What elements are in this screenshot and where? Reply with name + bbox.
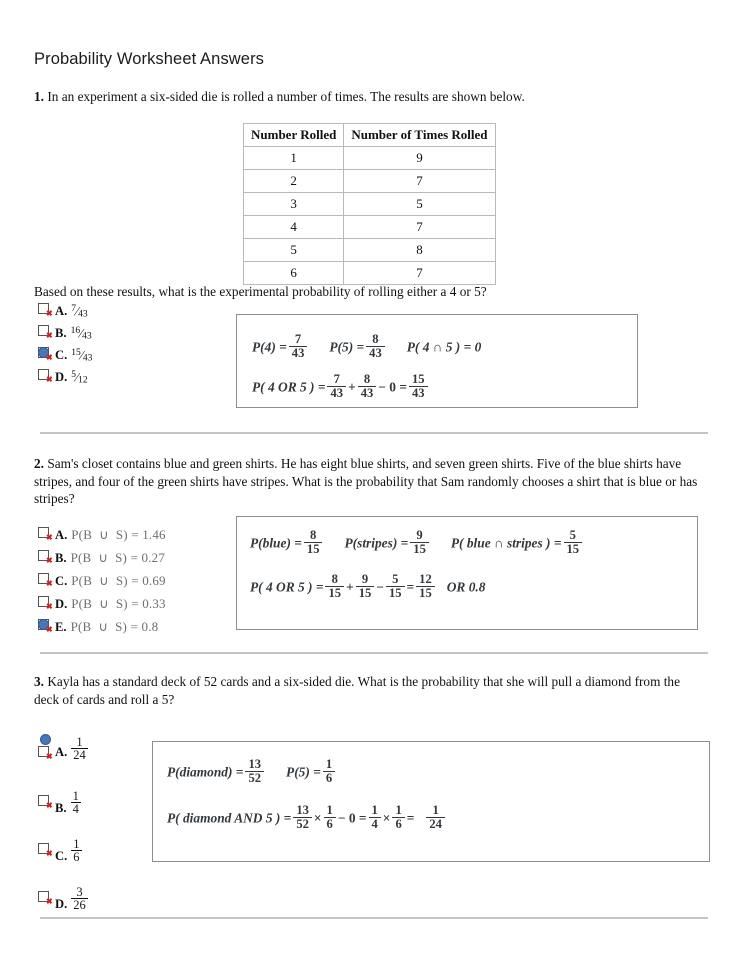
- p5-fraction: [366, 333, 385, 360]
- denominator: 43: [409, 386, 428, 400]
- option-3-a[interactable]: [38, 722, 88, 768]
- expr-tail: S) = 0.69: [115, 573, 166, 588]
- denominator: 15: [410, 542, 429, 556]
- term-1-fraction: [325, 573, 344, 600]
- option-letter: A.: [55, 304, 68, 318]
- plus-operator: +: [348, 379, 356, 395]
- table-row: [244, 147, 496, 170]
- cell-count: 9: [344, 147, 495, 170]
- red-x-icon: ✖: [46, 309, 53, 318]
- radio-unselected-icon[interactable]: [38, 325, 53, 340]
- cell-count: 7: [344, 216, 495, 239]
- fraction-denominator: 43: [82, 353, 93, 364]
- expr-head: P(B: [71, 527, 93, 542]
- numerator: 7: [294, 332, 302, 346]
- plus-operator: +: [346, 579, 354, 595]
- numerator: 1: [432, 803, 439, 817]
- red-x-icon: ✖: [46, 375, 53, 384]
- cell-count: 5: [344, 193, 495, 216]
- term-1-fraction: [327, 373, 346, 400]
- times-operator: ×: [313, 810, 322, 826]
- denominator: 15: [325, 586, 344, 600]
- question-3-options: [38, 722, 88, 912]
- term-2-fraction: [356, 573, 375, 600]
- fraction-numerator: 3: [76, 884, 83, 899]
- denominator: 43: [358, 386, 377, 400]
- term-3-fraction: [369, 804, 381, 831]
- fraction-denominator: 12: [78, 375, 88, 386]
- option-value: [71, 736, 88, 763]
- table-row: [244, 216, 496, 239]
- fraction-slash: ⁄: [80, 348, 83, 362]
- p5-label: P(5) =: [286, 764, 321, 780]
- red-x-icon: ✖: [46, 801, 53, 810]
- expr-head: P(B: [71, 596, 93, 611]
- option-2-e[interactable]: [38, 616, 166, 639]
- dice-results-table: [243, 123, 496, 285]
- fraction-numerator: 1: [72, 788, 79, 803]
- numerator: 13: [248, 757, 262, 771]
- intersection-label: P( blue ∩ stripes ) =: [450, 535, 562, 551]
- option-value: [71, 573, 166, 589]
- p-blue-label: P(blue) =: [250, 535, 302, 551]
- cell-number: 1: [244, 147, 344, 170]
- option-value: [71, 326, 92, 341]
- fraction-denominator: 4: [72, 802, 79, 817]
- and-label: P( diamond AND 5 ) =: [167, 810, 292, 826]
- fraction-numerator: 5: [71, 369, 76, 380]
- option-3-c[interactable]: [38, 816, 88, 864]
- expr-tail: S) = 0.27: [115, 550, 166, 565]
- question-2-text: Sam's closet contains blue and green shirts. He has eight blue shirts, and seven green shirts. Five of the blue shirts have stripes, and four of the green shirts have stripes. What is the probability that Sam randomly chooses a shirt that is blue or has stripes?: [34, 456, 698, 506]
- radio-unselected-icon[interactable]: [38, 843, 53, 858]
- cell-number: 5: [244, 239, 344, 262]
- expr-tail: S) = 0.8: [115, 619, 159, 634]
- numerator: 9: [361, 572, 369, 586]
- fraction-denominator: 43: [78, 309, 88, 320]
- table-row: [244, 262, 496, 285]
- work-line-2: [252, 373, 430, 400]
- radio-unselected-icon[interactable]: [38, 596, 53, 611]
- denominator: 6: [323, 771, 335, 785]
- red-x-icon: ✖: [46, 897, 53, 906]
- expr-head: P(B: [70, 619, 92, 634]
- page-title: Probability Worksheet Answers: [34, 50, 265, 68]
- col-header-times-rolled: Number of Times Rolled: [344, 124, 495, 147]
- cell-number: 6: [244, 262, 344, 285]
- question-3-number: 3.: [34, 674, 44, 689]
- question-3-work-box: [152, 741, 710, 862]
- option-2-b[interactable]: [38, 547, 166, 570]
- cell-number: 3: [244, 193, 344, 216]
- section-separator-2: [40, 652, 708, 654]
- radio-selected-icon[interactable]: [38, 347, 53, 362]
- term-2-fraction: [324, 804, 336, 831]
- denominator: 43: [289, 346, 308, 360]
- option-value: [71, 550, 166, 566]
- equals-operator: =: [406, 810, 415, 826]
- numerator: 12: [419, 572, 432, 586]
- option-letter: D.: [55, 597, 68, 611]
- intersection-fraction: [564, 529, 583, 556]
- option-letter: B.: [55, 801, 67, 815]
- question-1-number: 1.: [34, 89, 44, 104]
- option-letter: D.: [55, 370, 68, 384]
- union-symbol: ∪: [99, 596, 109, 611]
- question-3-prompt: [34, 673, 706, 708]
- option-value: [71, 304, 87, 319]
- question-1-prompt: [34, 88, 694, 106]
- option-2-a[interactable]: [38, 524, 166, 547]
- numerator: 13: [296, 803, 309, 817]
- question-3-text: Kayla has a standard deck of 52 cards and a six-sided die. What is the probability that she will pull a diamond from the deck of cards and roll a 5?: [34, 674, 680, 707]
- question-2-number: 2.: [34, 456, 44, 471]
- decimal-equivalent: OR 0.8: [446, 579, 486, 595]
- result-fraction: [409, 373, 428, 400]
- option-value: [71, 886, 88, 913]
- table-header-row: [244, 124, 496, 147]
- p5-fraction: [323, 758, 335, 785]
- question-2-work-box: [236, 516, 698, 630]
- work-line-1: [252, 333, 481, 360]
- equals-operator: =: [406, 579, 415, 595]
- fraction-numerator: 7: [71, 303, 76, 314]
- option-3-d[interactable]: [38, 864, 88, 912]
- denominator: 4: [369, 817, 381, 831]
- option-value: [71, 348, 92, 363]
- result-fraction: [416, 573, 435, 600]
- expr-tail: S) = 1.46: [115, 527, 166, 542]
- numerator: 1: [395, 803, 402, 817]
- work-line-1: [250, 529, 584, 556]
- denominator: 52: [245, 771, 264, 785]
- radio-unselected-icon[interactable]: [38, 573, 53, 588]
- option-letter: A.: [55, 528, 68, 542]
- denominator: 15: [386, 586, 405, 600]
- union-label: P( 4 OR 5 ) =: [252, 379, 326, 395]
- option-1-d[interactable]: [38, 366, 92, 388]
- minus-zero-equals: − 0 =: [378, 379, 407, 395]
- fraction-denominator: 6: [73, 850, 80, 865]
- result-fraction: [426, 804, 445, 831]
- option-1-b[interactable]: [38, 322, 92, 344]
- p5-label: P(5) =: [329, 339, 365, 355]
- option-2-d[interactable]: [38, 593, 166, 616]
- fraction-numerator: 15: [71, 347, 81, 358]
- option-2-c[interactable]: [38, 570, 166, 593]
- work-line-2: [250, 573, 485, 600]
- red-x-icon: ✖: [46, 849, 53, 858]
- expr-head: P(B: [71, 573, 93, 588]
- fraction-slash: ⁄: [76, 304, 79, 318]
- red-x-icon: ✖: [46, 602, 53, 611]
- fraction-slash: ⁄: [76, 370, 79, 384]
- radio-unselected-icon[interactable]: [38, 891, 53, 906]
- option-letter: D.: [55, 897, 68, 911]
- denominator: 6: [324, 817, 336, 831]
- p-diamond-fraction: [245, 758, 264, 785]
- fraction-numerator: 16: [70, 325, 81, 336]
- minus-zero-equals: − 0 =: [337, 810, 367, 826]
- table-row: [244, 170, 496, 193]
- term-3-fraction: [386, 573, 405, 600]
- p4-fraction: [289, 333, 308, 360]
- numerator: 8: [372, 332, 379, 346]
- option-letter: A.: [55, 745, 68, 759]
- option-value: [71, 838, 81, 865]
- radio-selected-icon[interactable]: [38, 738, 53, 761]
- expr-head: P(B: [70, 550, 92, 565]
- question-2-options: [38, 524, 166, 639]
- numerator: 8: [331, 572, 338, 586]
- p-diamond-label: P(diamond) =: [167, 764, 244, 780]
- numerator: 5: [569, 528, 576, 542]
- union-label: P( 4 OR 5 ) =: [250, 579, 324, 595]
- cell-count: 7: [344, 170, 495, 193]
- fraction-numerator: 1: [76, 734, 83, 749]
- p-stripes-label: P(stripes) =: [344, 535, 409, 551]
- red-x-icon: ✖: [46, 556, 53, 565]
- p-stripes-fraction: [410, 529, 429, 556]
- numerator: 7: [333, 372, 340, 386]
- col-header-number-rolled: Number Rolled: [244, 124, 344, 147]
- option-letter: C.: [55, 574, 68, 588]
- term-4-fraction: [392, 804, 404, 831]
- option-1-a[interactable]: [38, 300, 92, 322]
- denominator: 43: [366, 346, 385, 360]
- cell-count: 8: [344, 239, 495, 262]
- p-blue-fraction: [304, 529, 323, 556]
- table-row: [244, 239, 496, 262]
- work-line-2: [167, 804, 447, 831]
- radio-selected-icon[interactable]: [38, 619, 53, 634]
- denominator: 15: [304, 542, 323, 556]
- table-row: [244, 193, 496, 216]
- fraction-slash: ⁄: [80, 326, 83, 340]
- term-1-fraction: [293, 804, 312, 831]
- numerator: 8: [363, 372, 371, 386]
- red-x-icon: ✖: [46, 625, 53, 634]
- option-value: [71, 790, 81, 817]
- option-letter: B.: [55, 551, 67, 565]
- denominator: 6: [392, 817, 404, 831]
- union-symbol: ∪: [98, 619, 109, 634]
- work-line-1: [167, 758, 337, 785]
- denominator: 15: [564, 542, 583, 556]
- option-letter: C.: [55, 348, 68, 362]
- numerator: 5: [392, 572, 399, 586]
- union-symbol: ∪: [99, 573, 109, 588]
- p4-label: P(4) =: [252, 339, 287, 355]
- section-separator-3: [40, 917, 708, 919]
- selected-dot-icon: [40, 734, 51, 745]
- question-2-prompt: [34, 455, 706, 508]
- numerator: 1: [371, 803, 378, 817]
- question-1-followup: Based on these results, what is the experimental probability of rolling either a 4 or 5?: [34, 284, 487, 299]
- numerator: 1: [325, 757, 333, 771]
- section-separator-1: [40, 432, 708, 434]
- option-value: [71, 619, 159, 635]
- fraction-denominator: 26: [73, 898, 86, 913]
- union-symbol: ∪: [98, 550, 109, 565]
- union-symbol: ∪: [99, 527, 109, 542]
- option-value: [71, 527, 166, 543]
- option-letter: E.: [55, 620, 67, 634]
- denominator: 15: [416, 586, 435, 600]
- intersection-label: P( 4 ∩ 5 ) = 0: [406, 339, 482, 355]
- numerator: 8: [310, 528, 317, 542]
- fraction-denominator: 24: [73, 748, 86, 763]
- option-letter: B.: [55, 326, 67, 340]
- cell-number: 2: [244, 170, 344, 193]
- expr-tail: S) = 0.33: [115, 596, 166, 611]
- fraction-denominator: 43: [82, 331, 92, 342]
- red-x-icon: ✖: [46, 533, 53, 542]
- option-3-b[interactable]: [38, 768, 88, 816]
- question-1-text: In an experiment a six-sided die is rolled a number of times. The results are shown below.: [47, 89, 525, 104]
- denominator: 15: [356, 586, 375, 600]
- numerator: 9: [416, 528, 423, 542]
- red-x-icon: ✖: [46, 331, 53, 340]
- numerator: 15: [411, 372, 425, 386]
- radio-unselected-icon[interactable]: [38, 795, 53, 810]
- radio-unselected-icon[interactable]: [38, 369, 53, 384]
- term-2-fraction: [358, 373, 377, 400]
- radio-unselected-icon[interactable]: [38, 303, 53, 318]
- radio-unselected-icon[interactable]: [38, 550, 53, 565]
- times-operator-2: ×: [382, 810, 391, 826]
- red-x-icon: ✖: [46, 579, 53, 588]
- red-x-icon: ✖: [46, 751, 53, 761]
- option-value: [71, 596, 166, 612]
- option-1-c[interactable]: [38, 344, 92, 366]
- option-value: [71, 370, 87, 385]
- radio-unselected-icon[interactable]: [38, 527, 53, 542]
- red-x-icon: ✖: [46, 353, 53, 362]
- cell-count: 7: [344, 262, 495, 285]
- denominator: 43: [327, 386, 346, 400]
- option-letter: C.: [55, 849, 68, 863]
- fraction-numerator: 1: [73, 836, 80, 851]
- cell-number: 4: [244, 216, 344, 239]
- minus-operator: −: [376, 579, 384, 595]
- denominator: 52: [293, 817, 312, 831]
- question-1-options: [38, 300, 92, 388]
- numerator: 1: [326, 803, 333, 817]
- question-1-work-box: [236, 314, 638, 408]
- denominator: 24: [426, 817, 445, 831]
